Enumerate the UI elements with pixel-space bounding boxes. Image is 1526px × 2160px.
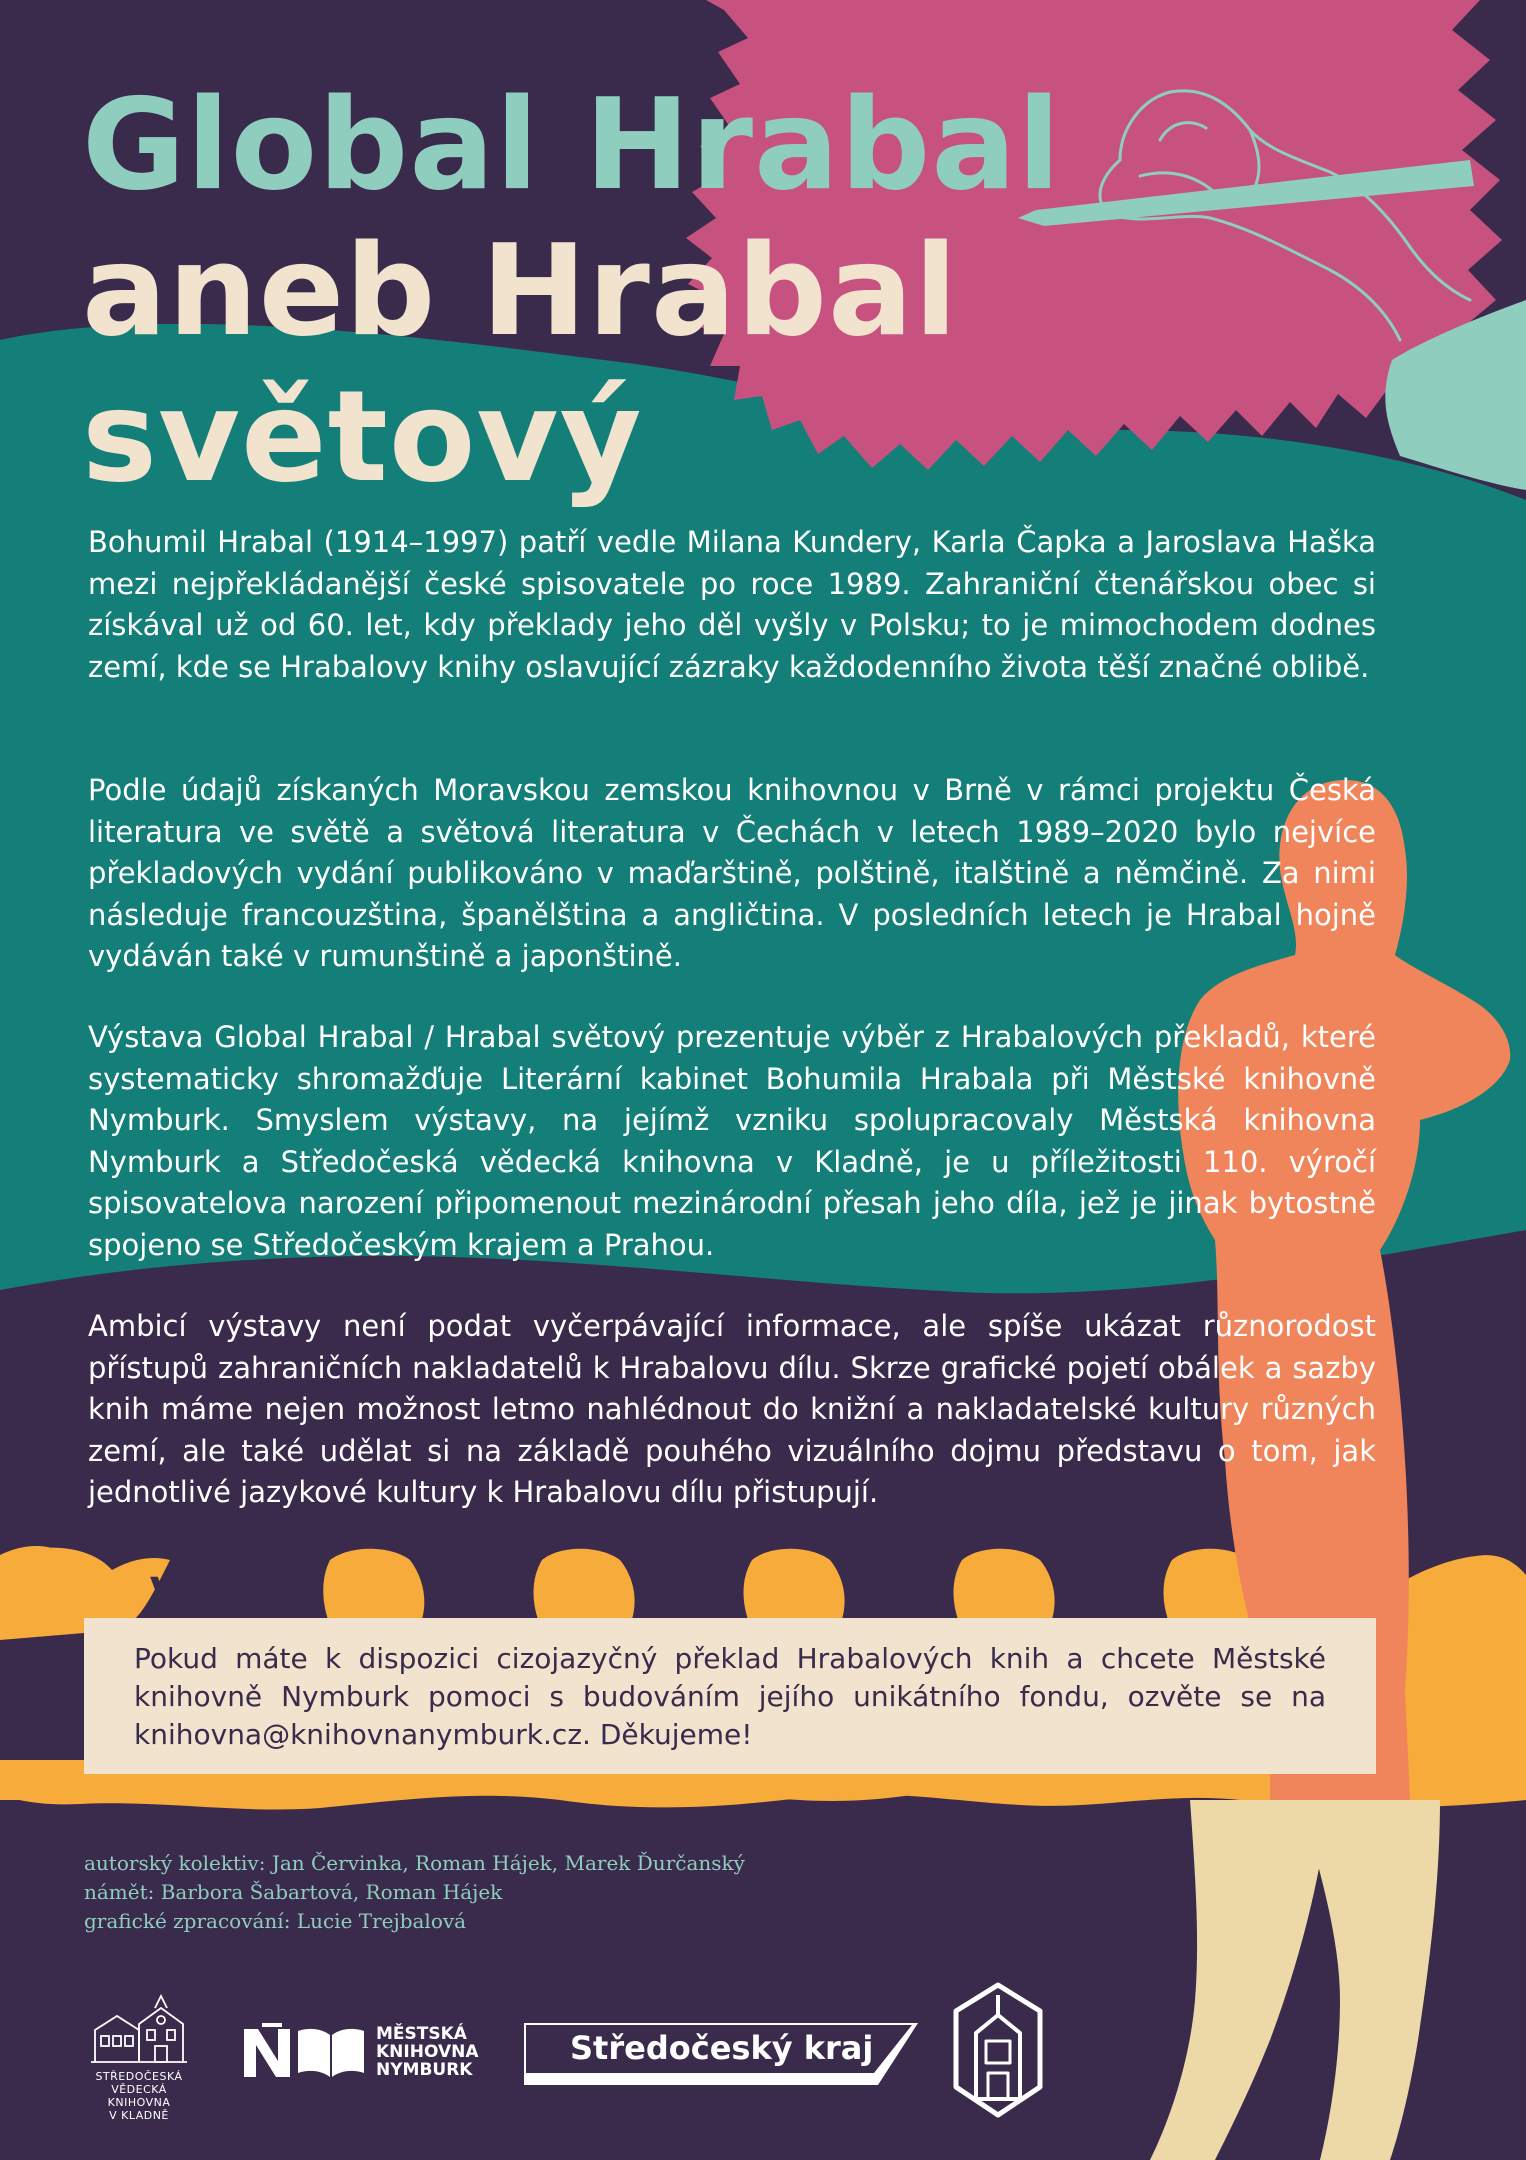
page-title <box>82 72 1061 510</box>
kraj-logo[interactable] <box>522 2021 920 2087</box>
challenge-box <box>84 1618 1376 1774</box>
challenge-label: VÝZVA <box>150 1570 299 1616</box>
paragraph-3: Výstava Global Hrabal / Hrabal světový prezentuje výběr z Hrabalových překladů, které systematicky shromažďuje Literární kabinet Bohumila Hrabala při Městské knihovně Nymburk. Smyslem výstavy, na jejímž vzniku spolupracovaly Městská knihovna Nymburk a Středočeská vědecká knihovna v Kladně, je u příležitosti 110. výročí spisovatelova narození připomenout mezinárodní přesah jeho díla, jež je jinak bytostně spojeno se Středočeským krajem a Prahou. <box>88 1020 1376 1262</box>
mkn-logo-icon <box>244 2023 364 2081</box>
challenge-text: Pokud máte k dispozici cizojazyčný překlad Hrabalových knih a chcete Městské knihovně Nymburk pomoci s budováním jejího unikátního fondu, ozvěte se na knihovna@knihovnanymburk.cz. Děkujeme! <box>134 1642 1326 1751</box>
credits-theme: námět: Barbora Šabartová, Roman Hájek <box>84 1880 503 1904</box>
svk-caption-4: V KLADNĚ <box>109 2109 169 2122</box>
paragraph-1: Bohumil Hrabal (1914–1997) patří vedle Milana Kundery, Karla Čapka a Jaroslava Haška mezi nejpřekládanější české spisovatele po roce 1989. Zahraniční čtenářskou obec si získával už od 60. let, kdy překlady jeho děl vyšly v Polsku; to je mimochodem dodnes zemí, kde se Hrabalovy knihy oslavující zázraky každodenního života těší značné oblibě. <box>88 525 1376 684</box>
mkn-line-2: KNIHOVNA <box>376 2042 479 2062</box>
svk-caption-2: VĚDECKÁ <box>111 2083 167 2096</box>
svk-building-icon <box>87 1990 191 2064</box>
knn-logo[interactable] <box>952 1981 1044 2125</box>
title-line-2: aneb Hrabal <box>82 217 959 364</box>
title-line-3: světový <box>82 363 643 510</box>
credits-authors: autorský kolektiv: Jan Červinka, Roman Hájek, Marek Ďurčanský <box>84 1851 745 1875</box>
credits <box>84 1849 745 1936</box>
mkn-logo[interactable] <box>244 2023 479 2081</box>
mkn-line-3: NYMBURK <box>376 2060 473 2080</box>
knn-tower-icon <box>952 1981 1044 2121</box>
svk-caption-3: KNIHOVNA <box>107 2096 171 2109</box>
paragraph-2: Podle údajů získaných Moravskou zemskou knihovnou v Brně v rámci projektu Česká literatura ve světě a světová literatura v Čechách v letech 1989–2020 bylo nejvíce překladových vydání publikováno v maďarštině, polštině, italštině a němčině. Za nimi následuje francouzština, španělština a angličtina. V posledních letech je Hrabal hojně vydáván také v rumunštině a japonštině. <box>88 773 1376 973</box>
credits-design: grafické zpracování: Lucie Trejbalová <box>84 1909 467 1933</box>
svk-logo[interactable] <box>84 1990 194 2122</box>
paragraph-4: Ambicí výstavy není podat vyčerpávající informace, ale spíše ukázat různorodost přístupů zahraničních nakladatelů k Hrabalovu dílu. Skrze grafické pojetí obálek a sazby knih máme nejen možnost letmo nahlédnout do knižní a nakladatelské kultury různých zemí, ale také udělat si na základě pouhého vizuálního dojmu představu o tom, jak jednotlivé jazykové kultury k Hrabalovu dílu přistupují. <box>88 1309 1376 1509</box>
kraj-label: Středočeský kraj <box>570 2029 874 2067</box>
mkn-line-1: MĚSTSKÁ <box>376 2024 467 2044</box>
svk-caption-1: STŘEDOČESKÁ <box>95 2070 183 2083</box>
title-line-1: Global Hrabal <box>82 71 1062 218</box>
